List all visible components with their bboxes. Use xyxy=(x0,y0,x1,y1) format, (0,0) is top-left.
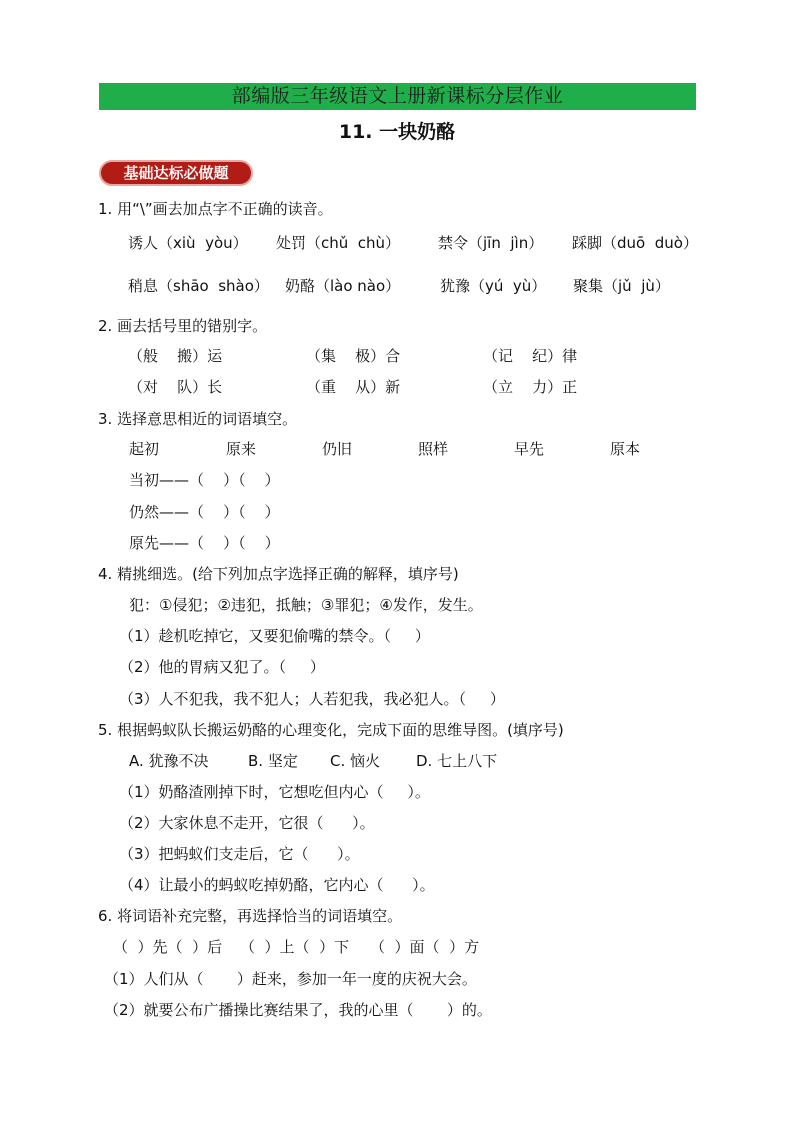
q6-idiom-blank: （ ）面（ ）方 xyxy=(370,938,480,956)
q1-word: 踩脚（duō duò） xyxy=(572,234,698,252)
q1-word: 聚集（jǔ jù） xyxy=(573,277,670,295)
q5-item: （3）把蚂蚁们支走后，它（ ）。 xyxy=(119,845,360,863)
q5-option: A. 犹豫不决 xyxy=(129,752,209,770)
q3-word: 原本 xyxy=(610,440,641,458)
q5-item: （4）让最小的蚂蚁吃掉奶酪，它内心（ ）。 xyxy=(119,876,435,894)
q2-item: （对 队）长 xyxy=(128,378,223,396)
q4-item: （3）人不犯我，我不犯人；人若犯我，我必犯人。（ ） xyxy=(119,690,505,708)
q5-option: C. 恼火 xyxy=(330,752,381,770)
q1-word: 奶酪（lào nào） xyxy=(285,277,401,295)
q1-word: 稍息（shāo shào） xyxy=(128,277,269,295)
q6-idiom-blank: （ ）上（ ）下 xyxy=(240,938,350,956)
q5-item: （2）大家休息不走开，它很（ ）。 xyxy=(119,814,375,832)
q5-option: B. 坚定 xyxy=(248,752,298,770)
q4-item: （2）他的胃病又犯了。（ ） xyxy=(119,658,325,676)
q6-item: （2）就要公布广播操比赛结果了，我的心里（ ）的。 xyxy=(104,1001,492,1019)
q4-item: （1）趁机吃掉它，又要犯偷嘴的禁令。（ ） xyxy=(119,627,430,645)
q2-item: （立 力）正 xyxy=(483,378,578,396)
q2-item: （重 从）新 xyxy=(306,378,401,396)
q1-stem: 1. 用“\”画去加点字不正确的读音。 xyxy=(98,200,333,218)
q6-idiom-blank: （ ）先（ ）后 xyxy=(113,938,223,956)
q5-option: D. 七上八下 xyxy=(416,752,498,770)
q3-word: 早先 xyxy=(514,440,545,458)
q6-stem: 6. 将词语补充完整，再选择恰当的词语填空。 xyxy=(98,907,403,925)
q2-item: （般 搬）运 xyxy=(128,347,223,365)
lesson-title: 11. 一块奶酪 xyxy=(338,121,456,143)
q5-item: （1）奶酪渣刚掉下时，它想吃但内心（ ）。 xyxy=(119,783,430,801)
q2-item: （记 纪）律 xyxy=(483,347,578,365)
series-banner: 部编版三年级语文上册新课标分层作业 xyxy=(99,83,696,110)
q3-word: 原来 xyxy=(226,440,257,458)
q6-item: （1）人们从（ ）赶来，参加一年一度的庆祝大会。 xyxy=(104,970,477,988)
q3-blank-line: 原先——（ ）（ ） xyxy=(129,534,280,552)
section-badge: 基础达标必做题 xyxy=(99,160,253,186)
q3-blank-line: 仍然——（ ）（ ） xyxy=(129,503,280,521)
q3-stem: 3. 选择意思相近的词语填空。 xyxy=(98,410,298,428)
q1-word: 犹豫（yú yù） xyxy=(440,277,547,295)
q3-blank-line: 当初——（ ）（ ） xyxy=(129,471,280,489)
q1-word: 诱人（xiù yòu） xyxy=(128,234,248,252)
q4-definitions: 犯：①侵犯；②违犯，抵触；③罪犯；④发作，发生。 xyxy=(129,596,483,614)
q3-word: 起初 xyxy=(129,440,160,458)
q2-stem: 2. 画去括号里的错别字。 xyxy=(98,317,268,335)
q4-stem: 4. 精挑细选。(给下列加点字选择正确的解释，填序号) xyxy=(98,565,459,583)
q5-stem: 5. 根据蚂蚁队长搬运奶酪的心理变化，完成下面的思维导图。(填序号) xyxy=(98,721,564,739)
q2-item: （集 极）合 xyxy=(306,347,401,365)
q3-word: 照样 xyxy=(418,440,449,458)
q1-word: 禁令（jīn jìn） xyxy=(438,234,544,252)
q1-word: 处罚（chǔ chù） xyxy=(276,234,401,252)
q3-word: 仍旧 xyxy=(322,440,353,458)
